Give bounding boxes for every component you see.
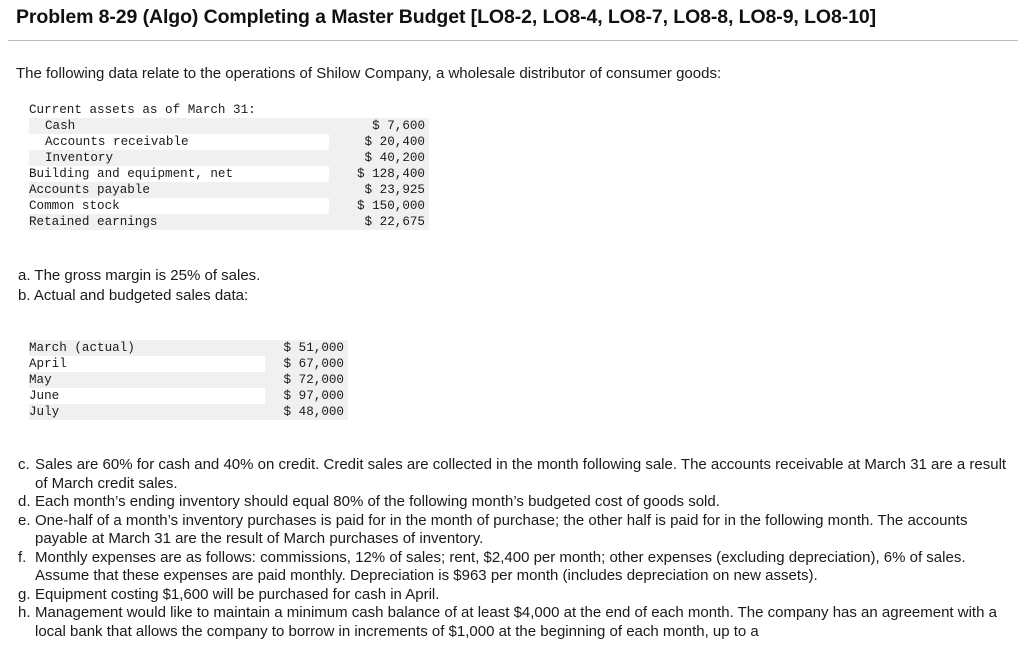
month-label: June xyxy=(29,389,60,403)
note-letter: c. xyxy=(18,456,30,473)
table-row xyxy=(29,388,348,404)
row-label: Inventory xyxy=(29,150,329,166)
month-label: July xyxy=(29,404,265,420)
row-label: Retained earnings xyxy=(29,214,329,230)
row-value: $ 20,400 xyxy=(329,134,429,150)
table-row xyxy=(29,340,348,356)
table-row xyxy=(29,372,348,388)
row-label: Cash xyxy=(29,118,329,134)
notes-list xyxy=(18,456,1018,641)
table-row xyxy=(29,404,348,420)
note-letter: e. xyxy=(18,511,31,529)
month-label: April xyxy=(29,357,67,371)
month-label: May xyxy=(29,372,265,388)
note-h xyxy=(18,604,1018,641)
sales-value: $ 48,000 xyxy=(265,404,348,420)
note-e xyxy=(18,512,1018,549)
problem-title: Problem 8-29 (Algo) Completing a Master Budget [LO8-2, LO8-4, LO8-7, LO8-8, LO8-9, LO8-10] xyxy=(16,6,876,28)
row-value: $ 22,675 xyxy=(329,214,429,230)
intro-text: The following data relate to the operations of Shilow Company, a wholesale distributor of consumer goods: xyxy=(16,65,722,82)
row-label: Accounts receivable xyxy=(45,135,189,149)
note-letter: g. xyxy=(18,585,31,603)
note-g xyxy=(18,586,1018,605)
row-value: $ 40,200 xyxy=(329,150,429,166)
row-value: $ 128,400 xyxy=(329,166,429,182)
note-text: Monthly expenses are as follows: commissions, 12% of sales; rent, $2,400 per month; other expenses (excluding depreciation), 6% of sales. Assume that these expenses are paid monthly. Depreciation is $963 per month (includes depreciation on new assets). xyxy=(35,548,966,584)
note-letter: d. xyxy=(18,493,31,510)
row-value: $ 23,925 xyxy=(329,182,429,198)
month-label: March (actual) xyxy=(29,340,265,356)
table-row xyxy=(29,198,429,214)
note-a: a. The gross margin is 25% of sales. xyxy=(18,267,261,284)
row-label: Building and equipment, net xyxy=(29,167,234,181)
row-label: Accounts payable xyxy=(29,182,329,198)
note-letter: h. xyxy=(18,604,31,621)
table-row xyxy=(29,134,429,150)
table-row xyxy=(29,214,429,230)
table-row xyxy=(29,182,429,198)
note-d xyxy=(18,493,1018,512)
note-text: One-half of a month’s inventory purchases is paid for in the month of purchase; the other half is paid for in the following month. The accounts payable at March 31 are the result of March purchases of inventory. xyxy=(35,511,968,547)
note-f xyxy=(18,549,1018,586)
notes-ab xyxy=(18,266,260,306)
table-row xyxy=(29,150,429,166)
balance-table-header: Current assets as of March 31: xyxy=(29,103,256,117)
note-letter: f. xyxy=(18,548,27,566)
note-text: Each month’s ending inventory should equal 80% of the following month’s budgeted cost of goods sold. xyxy=(35,493,720,510)
sales-value: $ 51,000 xyxy=(265,340,348,356)
sales-table xyxy=(29,340,348,420)
table-row xyxy=(29,166,429,182)
note-text: Equipment costing $1,600 will be purchased for cash in April. xyxy=(35,585,440,603)
balance-table xyxy=(29,102,429,230)
sales-value: $ 67,000 xyxy=(265,356,348,372)
note-text: Sales are 60% for cash and 40% on credit. Credit sales are collected in the month following sale. The accounts receivable at March 31 are a result of March credit sales. xyxy=(35,456,1007,492)
sales-value: $ 72,000 xyxy=(265,372,348,388)
title-divider xyxy=(8,40,1018,41)
sales-value: $ 97,000 xyxy=(265,388,348,404)
row-value: $ 150,000 xyxy=(329,198,429,214)
note-c xyxy=(18,456,1018,493)
note-text: Management would like to maintain a minimum cash balance of at least $4,000 at the end of each month. The company has an agreement with a local bank that allows the company to borrow in increments of $1,000 at the beginning of each month, up to a xyxy=(35,604,997,640)
table-row xyxy=(29,356,348,372)
table-row xyxy=(29,118,429,134)
row-value: $ 7,600 xyxy=(329,118,429,134)
note-b: b. Actual and budgeted sales data: xyxy=(18,287,249,304)
row-label: Common stock xyxy=(29,199,120,213)
